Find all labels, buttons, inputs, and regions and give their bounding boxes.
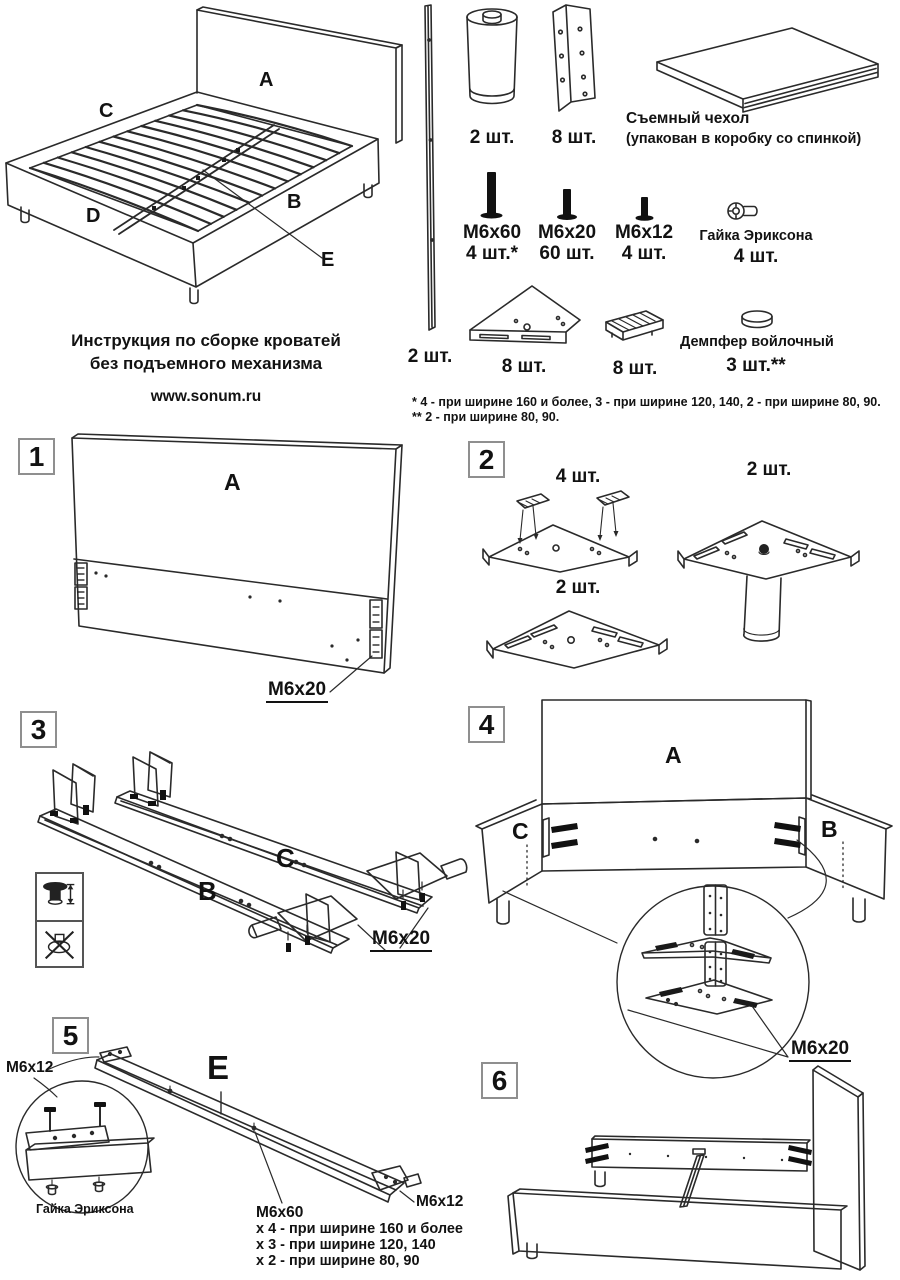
overview-label-a: A xyxy=(259,69,274,91)
step1-number: 1 xyxy=(18,438,55,475)
step5-note-line3: x 2 - при ширине 80, 90 xyxy=(256,1253,420,1269)
cover-title: Съемный чехол xyxy=(626,110,750,127)
step5-number: 5 xyxy=(52,1017,89,1054)
step5-note-line1: x 4 - при ширине 160 и более xyxy=(256,1221,463,1237)
part-corner-plate-drawing xyxy=(470,286,580,343)
part-bolt-m6x60-drawing xyxy=(481,172,503,219)
part-center-support-strip-drawing xyxy=(425,5,435,330)
m6x12-qty: 4 шт. xyxy=(621,243,667,264)
part-pad-drawing xyxy=(606,311,663,340)
page-title-line1: Инструкция по сборке кроватей xyxy=(71,331,341,350)
step5-fastener-right-label: M6x12 xyxy=(416,1193,464,1210)
step2-leg-plate-qty: 2 шт. xyxy=(746,459,792,480)
step4-label-b: B xyxy=(821,816,838,842)
step5-label-e: E xyxy=(207,1049,231,1086)
leg-qty: 2 шт. xyxy=(469,127,515,148)
step5-fastener-left-label: M6x12 xyxy=(6,1059,54,1076)
page-title-line2: без подъемного механизма xyxy=(89,354,323,373)
step3-legend xyxy=(35,872,84,968)
overview-label-b: B xyxy=(287,191,302,213)
step6-number: 6 xyxy=(481,1062,518,1099)
step4-fastener-label xyxy=(789,1038,851,1060)
footnote-1: * 4 - при ширине 160 и более, 3 - при ширине 120, 140, 2 - при ширине 80, 90. xyxy=(412,395,881,409)
step1-label-a: A xyxy=(224,469,241,495)
step6-final-assembly-drawing xyxy=(508,1066,865,1270)
step1-fastener-label xyxy=(266,679,328,701)
adjustable-foot-icon xyxy=(37,874,82,920)
step2-pads-qty: 4 шт. xyxy=(555,466,601,487)
part-erikson-nut-drawing xyxy=(728,203,757,219)
website-link[interactable]: www.sonum.ru xyxy=(150,388,262,405)
step3-number: 3 xyxy=(20,711,57,748)
step2-corner-plates-drawing xyxy=(483,491,859,668)
erikson-nut-label: Гайка Эриксона xyxy=(699,228,813,244)
step5-nut-label: Гайка Эриксона xyxy=(36,1202,134,1216)
m6x60-label: M6x60 xyxy=(462,222,522,243)
step5-note-title: M6x60 xyxy=(256,1204,304,1221)
footnote-2: ** 2 - при ширине 80, 90. xyxy=(412,410,560,424)
erikson-nut-qty: 4 шт. xyxy=(733,246,779,267)
step3-fastener-text: M6x20 xyxy=(370,928,432,952)
step4-label-c: C xyxy=(512,818,529,844)
step4-label-a: A xyxy=(665,742,682,768)
part-felt-damper-drawing xyxy=(742,311,772,328)
m6x20-label: M6x20 xyxy=(537,222,597,243)
part-bolt-m6x20-drawing xyxy=(557,189,577,220)
step4-fastener-text: M6x20 xyxy=(789,1038,851,1062)
part-angle-bracket-drawing xyxy=(553,5,595,111)
step4-number: 4 xyxy=(468,706,505,743)
part-bolt-m6x12-drawing xyxy=(636,197,654,221)
bed-overview-drawing xyxy=(6,7,402,304)
step4-frame-assembly-drawing xyxy=(476,700,892,1078)
step2-plain-plate-qty: 2 шт. xyxy=(555,577,601,598)
step2-number: 2 xyxy=(468,441,505,478)
step3-label-c: C xyxy=(276,843,295,873)
overview-label-c: C xyxy=(99,100,114,122)
no-tool-crossed-icon xyxy=(37,920,82,966)
step3-label-b: B xyxy=(198,876,217,906)
step3-fastener-label xyxy=(370,928,432,950)
step3-side-rails-drawing xyxy=(38,752,467,953)
step1-fastener-text: M6x20 xyxy=(266,679,328,703)
center-support-qty: 2 шт. xyxy=(407,346,453,367)
cover-note: (упакован в коробку со спинкой) xyxy=(626,131,862,147)
m6x12-label: M6x12 xyxy=(614,222,674,243)
angle-bracket-qty: 8 шт. xyxy=(551,127,597,148)
felt-damper-qty: 3 шт.** xyxy=(726,355,786,376)
pad-qty: 8 шт. xyxy=(612,358,658,379)
m6x60-qty: 4 шт.* xyxy=(466,243,518,264)
m6x20-qty: 60 шт. xyxy=(539,243,595,264)
corner-plate-qty: 8 шт. xyxy=(501,356,547,377)
part-leg-drawing xyxy=(467,9,517,104)
overview-label-e: E xyxy=(321,249,335,271)
felt-damper-label: Демпфер войлочный xyxy=(680,334,834,350)
part-cover-drawing xyxy=(657,28,878,112)
step5-note-line2: x 3 - при ширине 120, 140 xyxy=(256,1237,436,1253)
overview-label-d: D xyxy=(86,205,101,227)
